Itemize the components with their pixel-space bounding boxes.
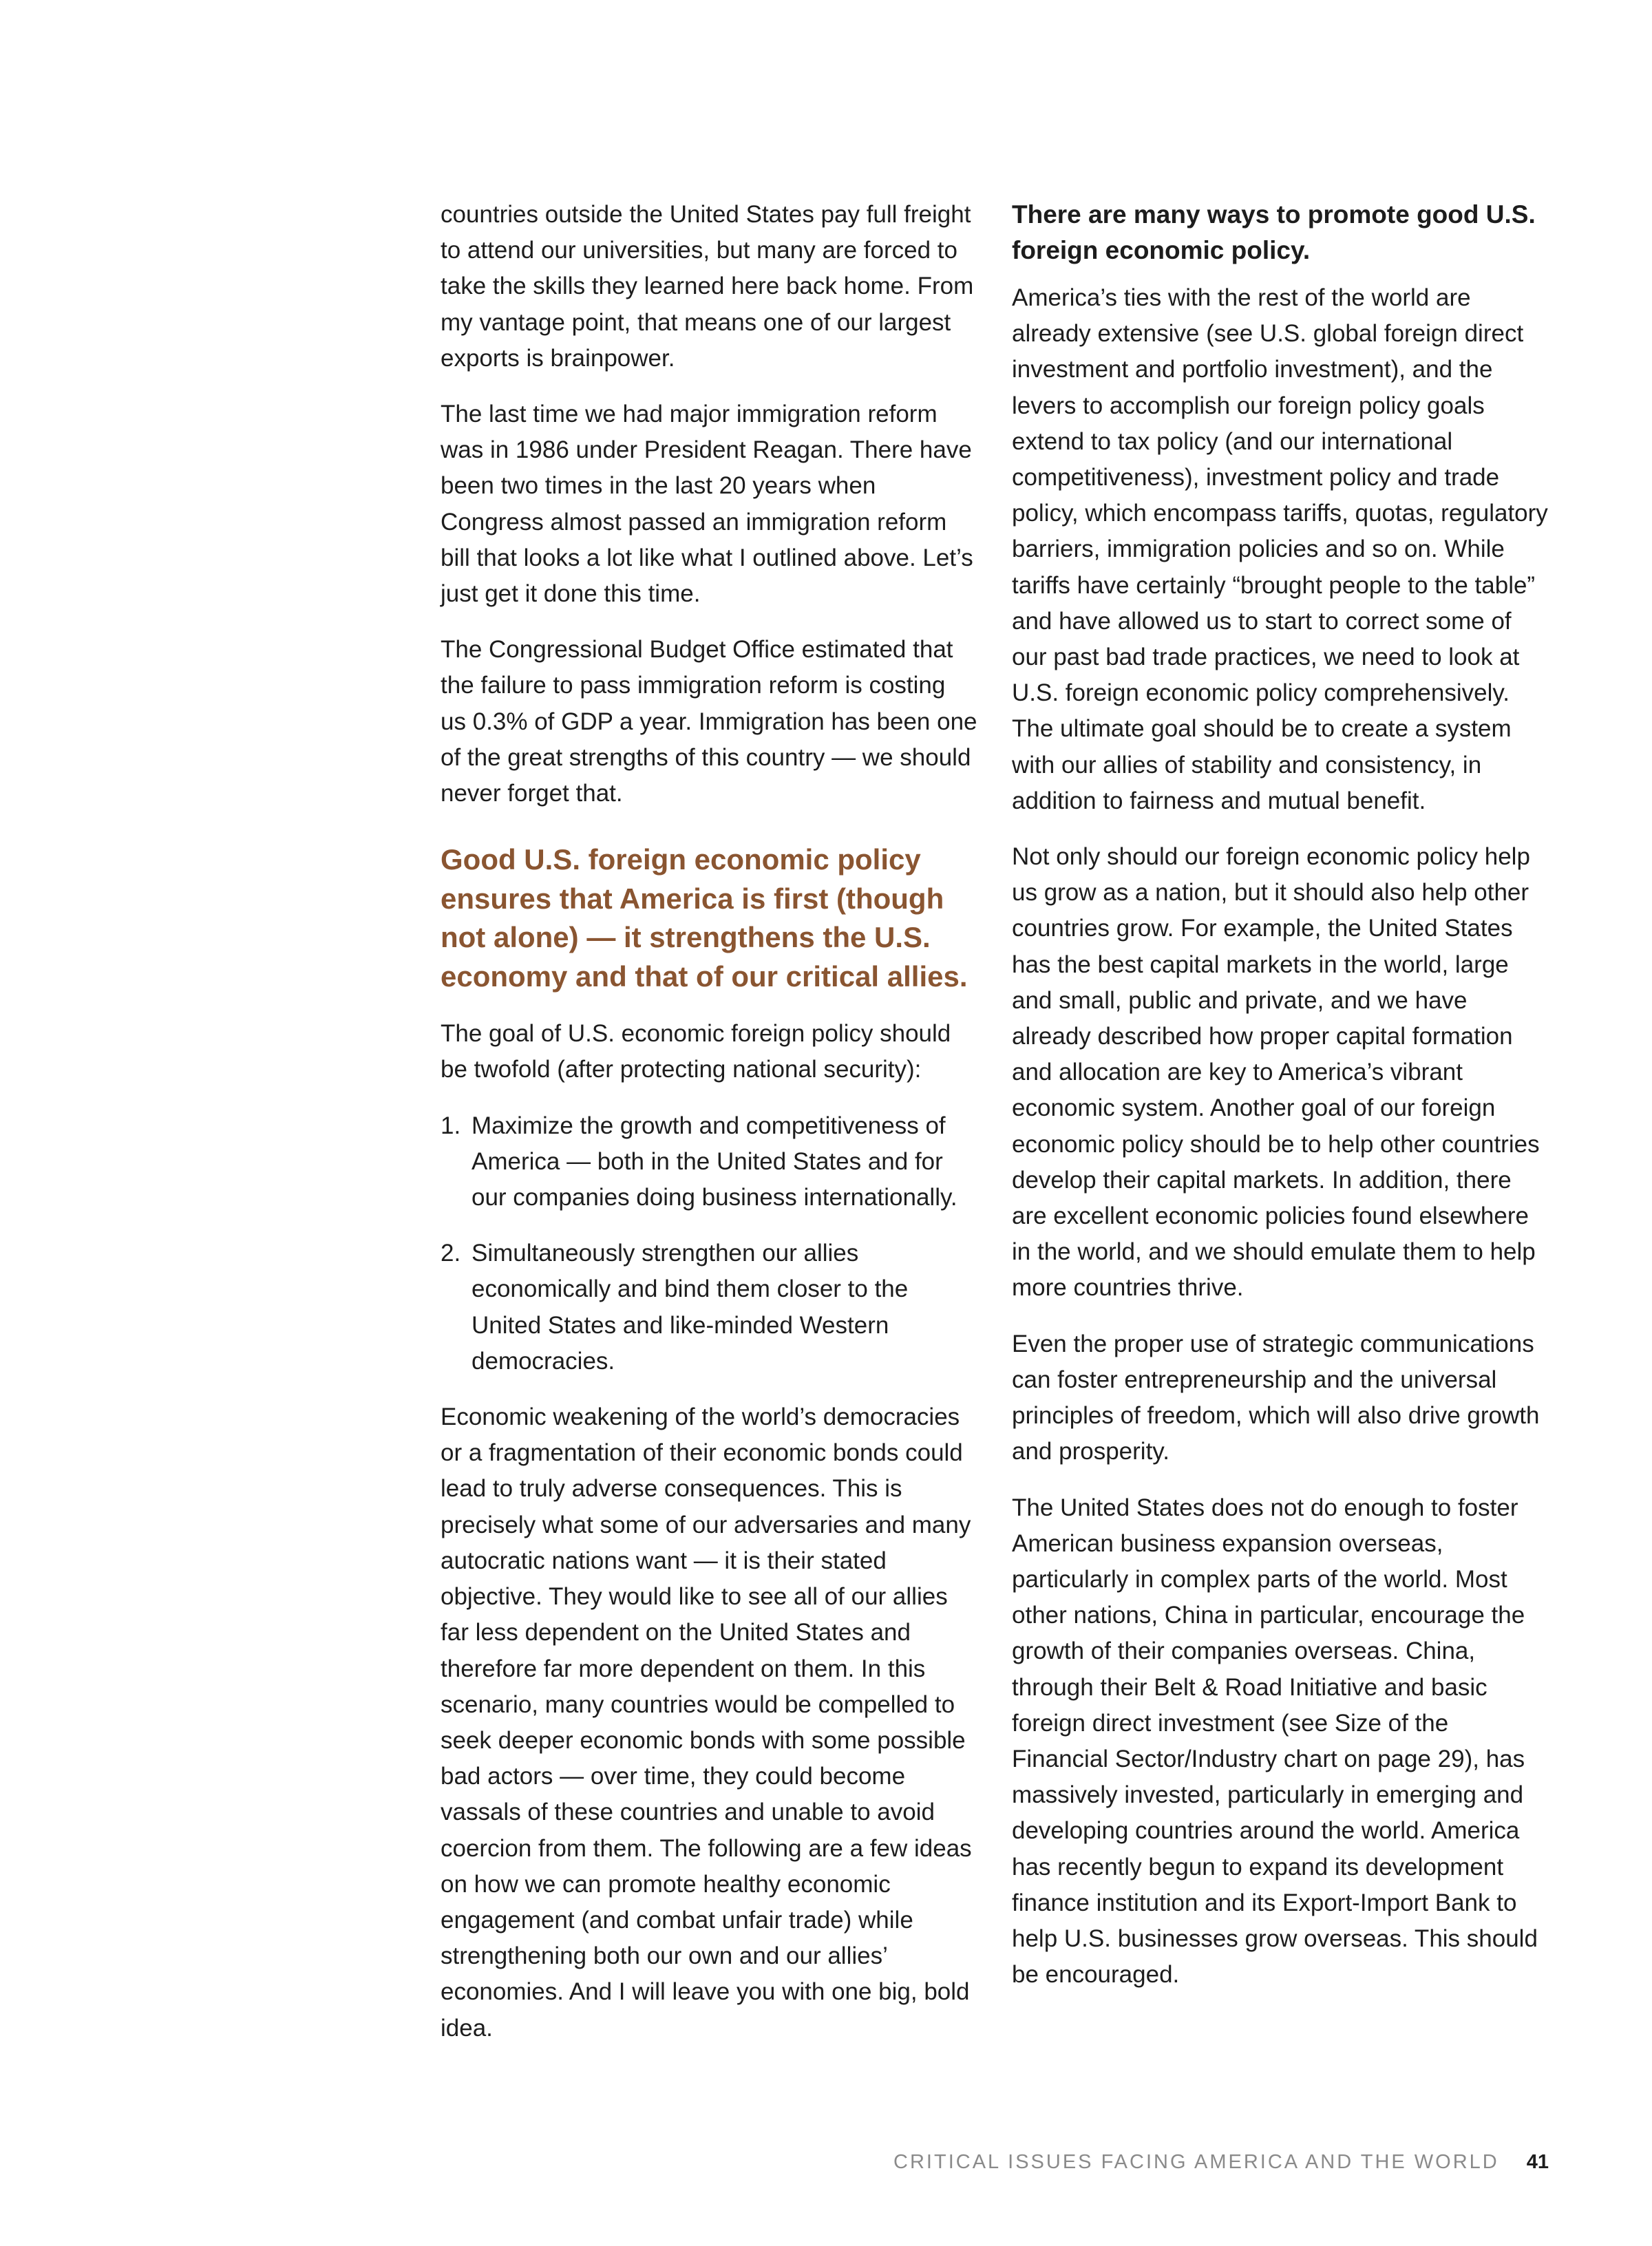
list-item	[441, 1108, 977, 1216]
goals-list	[441, 1108, 977, 1379]
paragraph-help-others-grow: Not only should our foreign economic policy help us grow as a nation, but it should also help other countries grow. For example, the United States has the best capital markets in the world, large and small, public and private, and we have already described how proper capital formation and allocation are key to America’s vibrant economic system. Another goal of our foreign economic policy should be to help other countries develop their capital markets. In addition, there are excellent economic policies found elsewhere in the world, and we should emulate them to help more countries thrive.	[1012, 843, 1540, 1302]
page-footer	[893, 2151, 1549, 2174]
running-title: CRITICAL ISSUES FACING AMERICA AND THE WORLD	[893, 2151, 1499, 2173]
section-heading: Good U.S. foreign economic policy ensures that America is first (though not alone) — it strengthens the U.S. economy and that of our critical allies.	[441, 843, 968, 993]
right-column	[1012, 197, 1549, 2013]
paragraph-immigration-reform: The last time we had major immigration reform was in 1986 under President Reagan. There have been two times in the last 20 years when Congress almost passed an immigration reform bill that looks a lot like what I outlined above. Let’s just get it done this time.	[441, 401, 973, 608]
left-column	[441, 197, 977, 2066]
subheading: There are many ways to promote good U.S. foreign economic policy.	[1012, 200, 1536, 264]
page-number: 41	[1526, 2151, 1549, 2173]
paragraph-business-expansion: The United States does not do enough to foster American business expansion overseas, particularly in complex parts of the world. Most other nations, China in particular, encourage the growth of their companies overseas. China, through their Belt & Road Initiative and basic foreign direct investment (see Size of the Financial Sector/Industry chart on page 29), has massively invested, particularly in emerging and developing countries around the world. America has recently begun to expand its development finance institution and its Export-Import Bank to help U.S. businesses grow overseas. This should be encouraged.	[1012, 1494, 1538, 1989]
paragraph-twofold-goal: The goal of U.S. economic foreign policy should be twofold (after protecting national security):	[441, 1020, 951, 1083]
paragraph-strategic-communications: Even the proper use of strategic communications can foster entrepreneurship and the universal principles of freedom, which will also drive growth and prosperity.	[1012, 1330, 1540, 1465]
list-item-text: Simultaneously strengthen our allies economically and bind them closer to the United States and like-minded Western democracies.	[472, 1240, 909, 1375]
list-item-number: 1.	[441, 1112, 461, 1139]
list-item-number: 2.	[441, 1240, 461, 1267]
paragraph-americas-ties: America’s ties with the rest of the world are already extensive (see U.S. global foreign direct investment and portfolio investment), and the levers to accomplish our foreign policy goals extend to tax policy (and our international competitiveness), investment policy and trade policy, which encompass tariffs, quotas, regulatory barriers, immigration policies and so on. While tariffs have certainly “brought people to the table” and have allowed us to start to correct some of our past bad trade practices, we need to look at U.S. foreign economic policy comprehensively. The ultimate goal should be to create a system with our allies of stability and consistency, in addition to fairness and mutual benefit.	[1012, 284, 1548, 814]
list-item	[441, 1236, 977, 1379]
paragraph-economic-weakening: Economic weakening of the world’s democracies or a fragmentation of their economic bonds could lead to truly adverse consequences. This is precisely what some of our adversaries and many autocratic nations want — it is their stated objective. They would like to see all of our allies far less dependent on the United States and therefore far more dependent on them. In this scenario, many countries would be compelled to seek deeper economic bonds with some possible bad actors — over time, they could become vassals of these countries and unable to avoid coercion from them. The following are a few ideas on how we can promote healthy economic engagement (and combat unfair trade) while strengthening both our own and our allies’ economies. And I will leave you with one big, bold idea.	[441, 1403, 972, 2042]
paragraph-cbo-estimate: The Congressional Budget Office estimated that the failure to pass immigration reform is costing us 0.3% of GDP a year. Immigration has been one of the great strengths of this country — we should never forget that.	[441, 636, 977, 807]
paragraph-brainpower: countries outside the United States pay full freight to attend our universities, but many are forced to take the skills they learned here back home. From my vantage point, that means one of our largest exports is brainpower.	[441, 201, 974, 372]
list-item-text: Maximize the growth and competitiveness of America — both in the United States and for our companies doing business internationally.	[472, 1112, 957, 1211]
